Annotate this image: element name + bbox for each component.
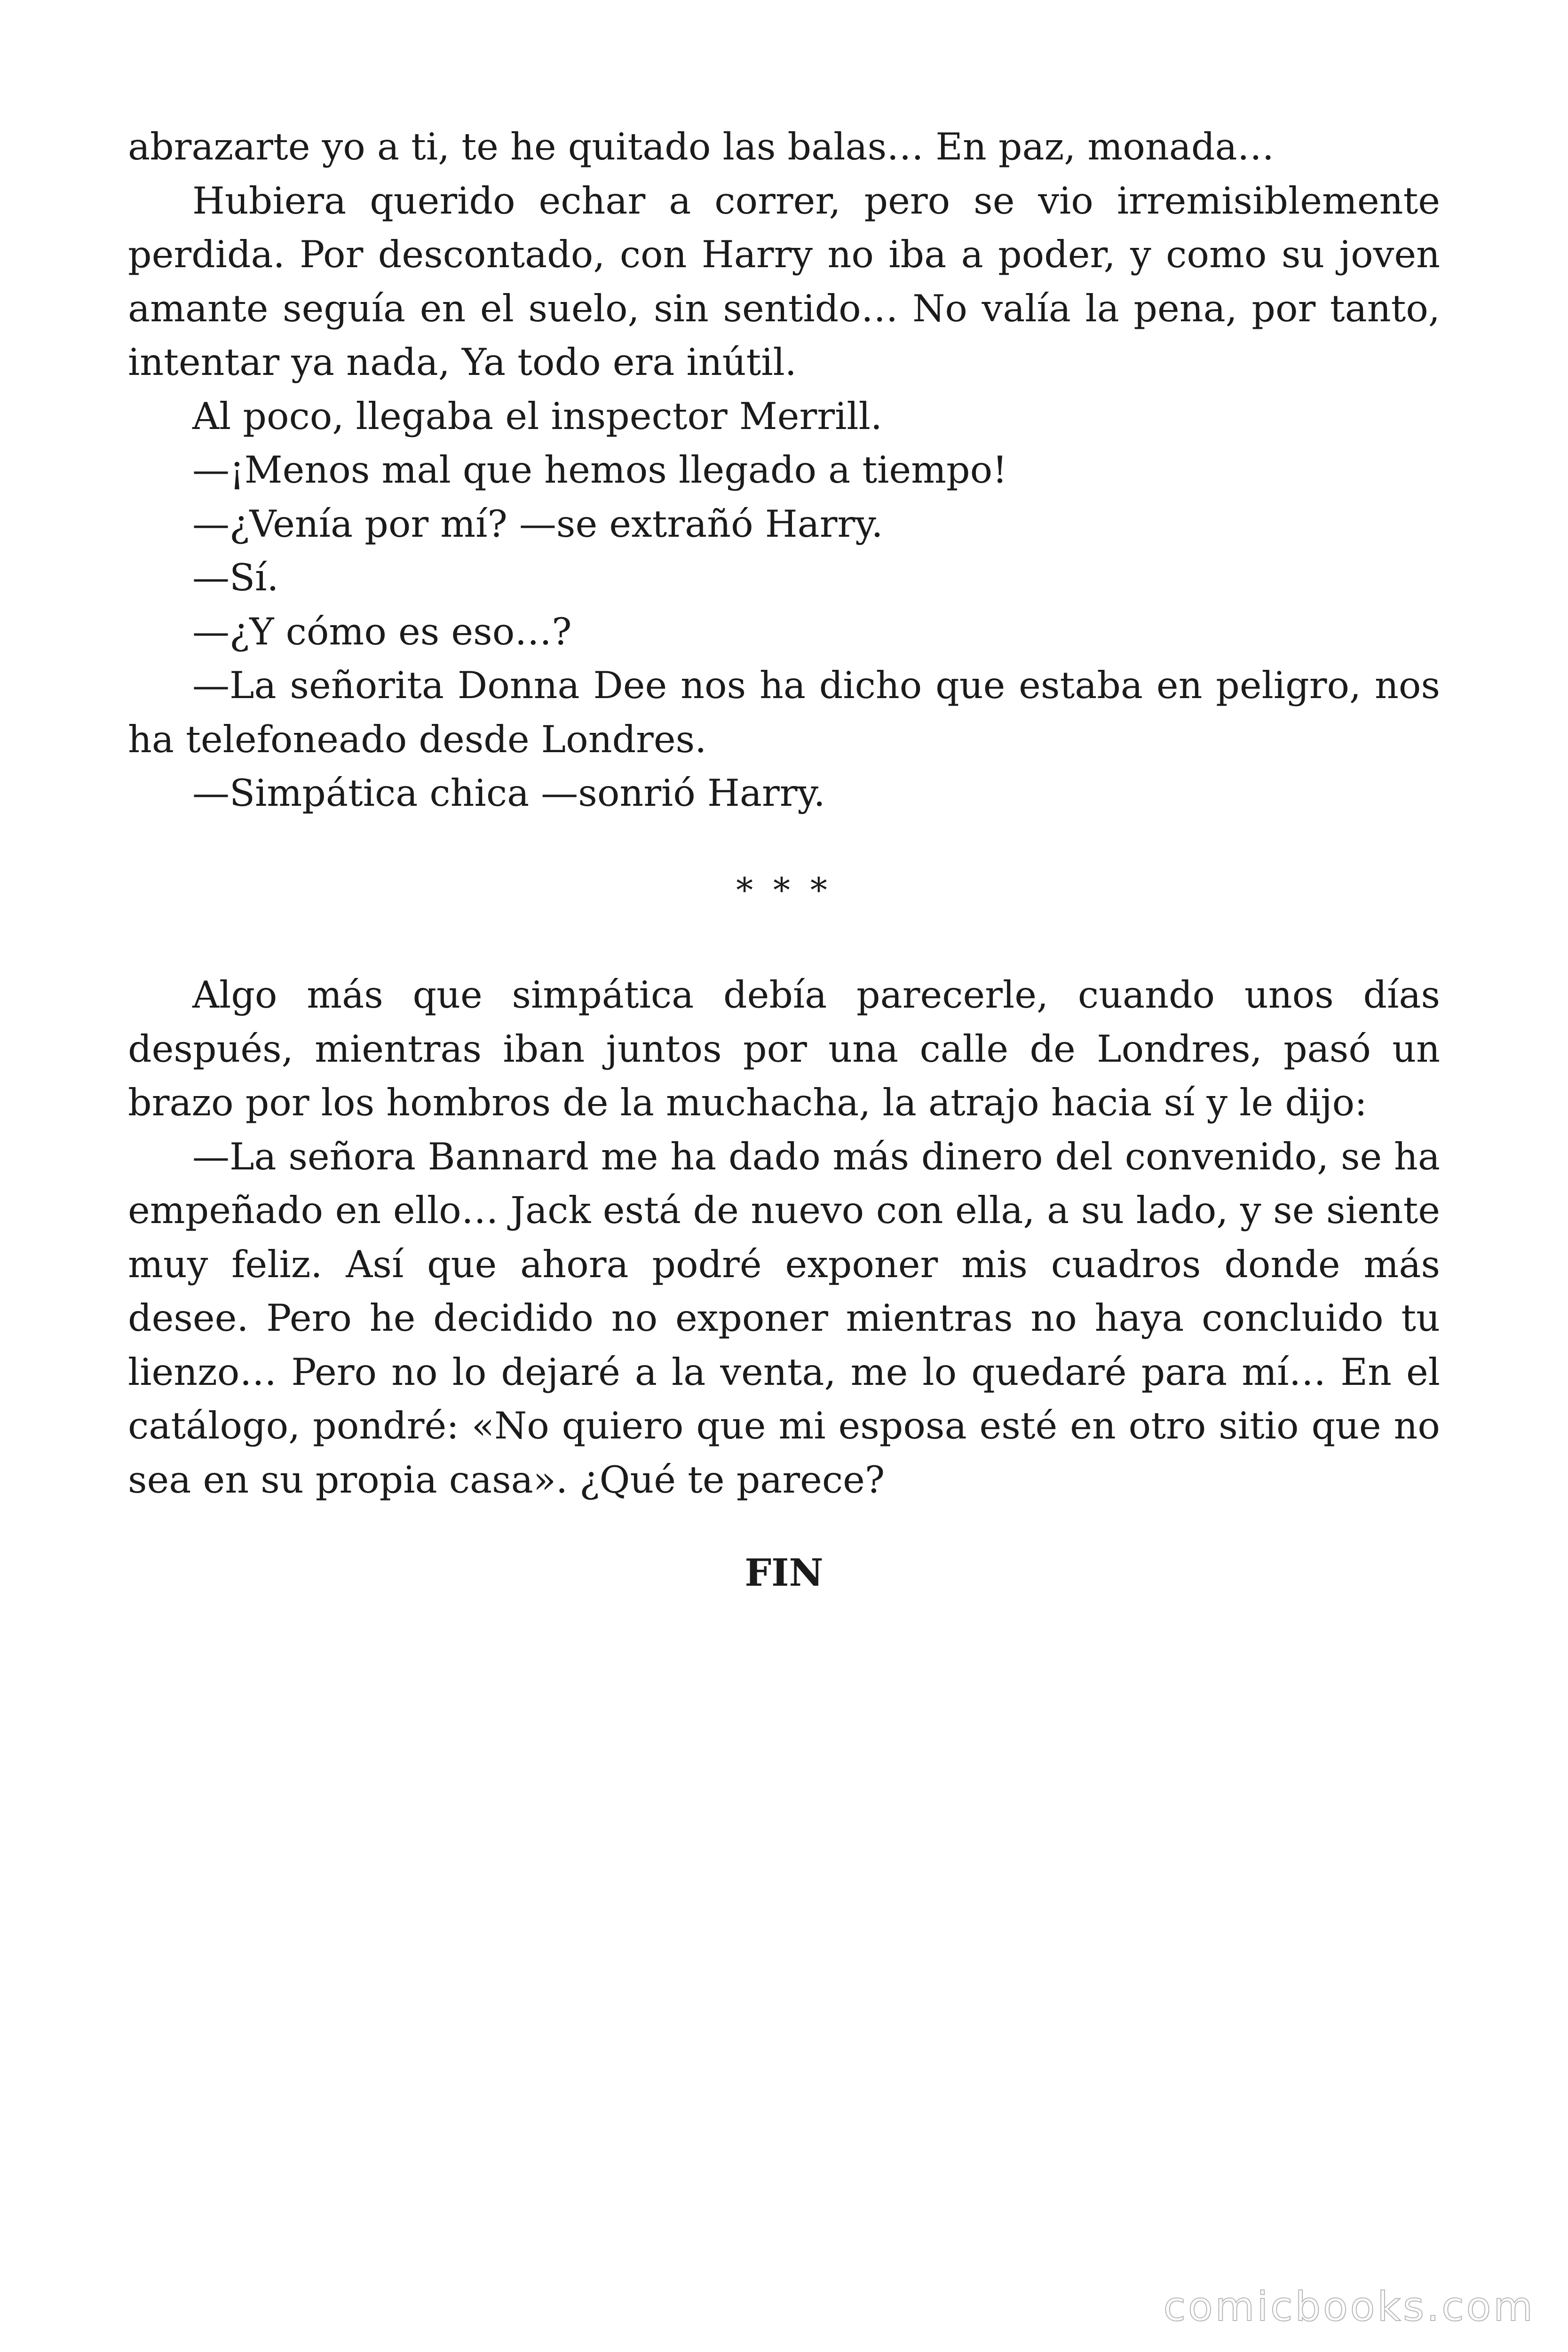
text-section-1 <box>128 120 1440 820</box>
dialogue-line: —Simpática chica —sonrió Harry. <box>192 771 825 815</box>
dialogue-line: —¿Venía por mí? —se extrañó Harry. <box>192 502 883 546</box>
paragraph-continuation: abrazarte yo a ti, te he quitado las balas… En paz, monada… <box>128 125 1275 168</box>
dialogue-line: —La señora Bannard me ha dado más dinero del convenido, se ha empeñado en ello… Jack está de nuevo con ella, a su lado, y se siente muy feliz. Así que ahora podré exponer mis cuadros donde más desee. Pero he decidido no exponer mientras no haya concluido tu lienzo… Pero no lo dejaré a la venta, me lo quedaré para mí… En el catálogo, pondré: «No quiero que mi esposa esté en otro sitio que no sea en su propia casa». ¿Qué te parece? <box>128 1135 1440 1502</box>
section-separator: * * * <box>736 870 832 910</box>
end-mark: FIN <box>744 1550 824 1595</box>
paragraph: Algo más que simpática debía parecerle, cuando unos días después, mientras iban juntos por una calle de Londres, pasó un brazo por los hombros de la muchacha, la atrajo hacia sí y le dijo: <box>128 973 1440 1124</box>
dialogue-line: —La señorita Donna Dee nos ha dicho que estaba en peligro, nos ha telefoneado desde Londres. <box>128 664 1440 761</box>
watermark-logo: comicbooks.com <box>1163 2283 1535 2330</box>
dialogue-line: —¡Menos mal que hemos llegado a tiempo! <box>192 448 1007 492</box>
dialogue-line: —Sí. <box>192 556 279 599</box>
paragraph: Al poco, llegaba el inspector Merrill. <box>192 394 882 438</box>
dialogue-line: —¿Y cómo es eso…? <box>192 610 572 653</box>
text-section-2 <box>128 968 1440 1507</box>
paragraph: Hubiera querido echar a correr, pero se vio irremisiblemente perdida. Por descontado, con Harry no iba a poder, y como su joven amante seguía en el suelo, sin sentido… No valía la pena, por tanto, intentar ya nada, Ya todo era inútil. <box>128 179 1440 384</box>
